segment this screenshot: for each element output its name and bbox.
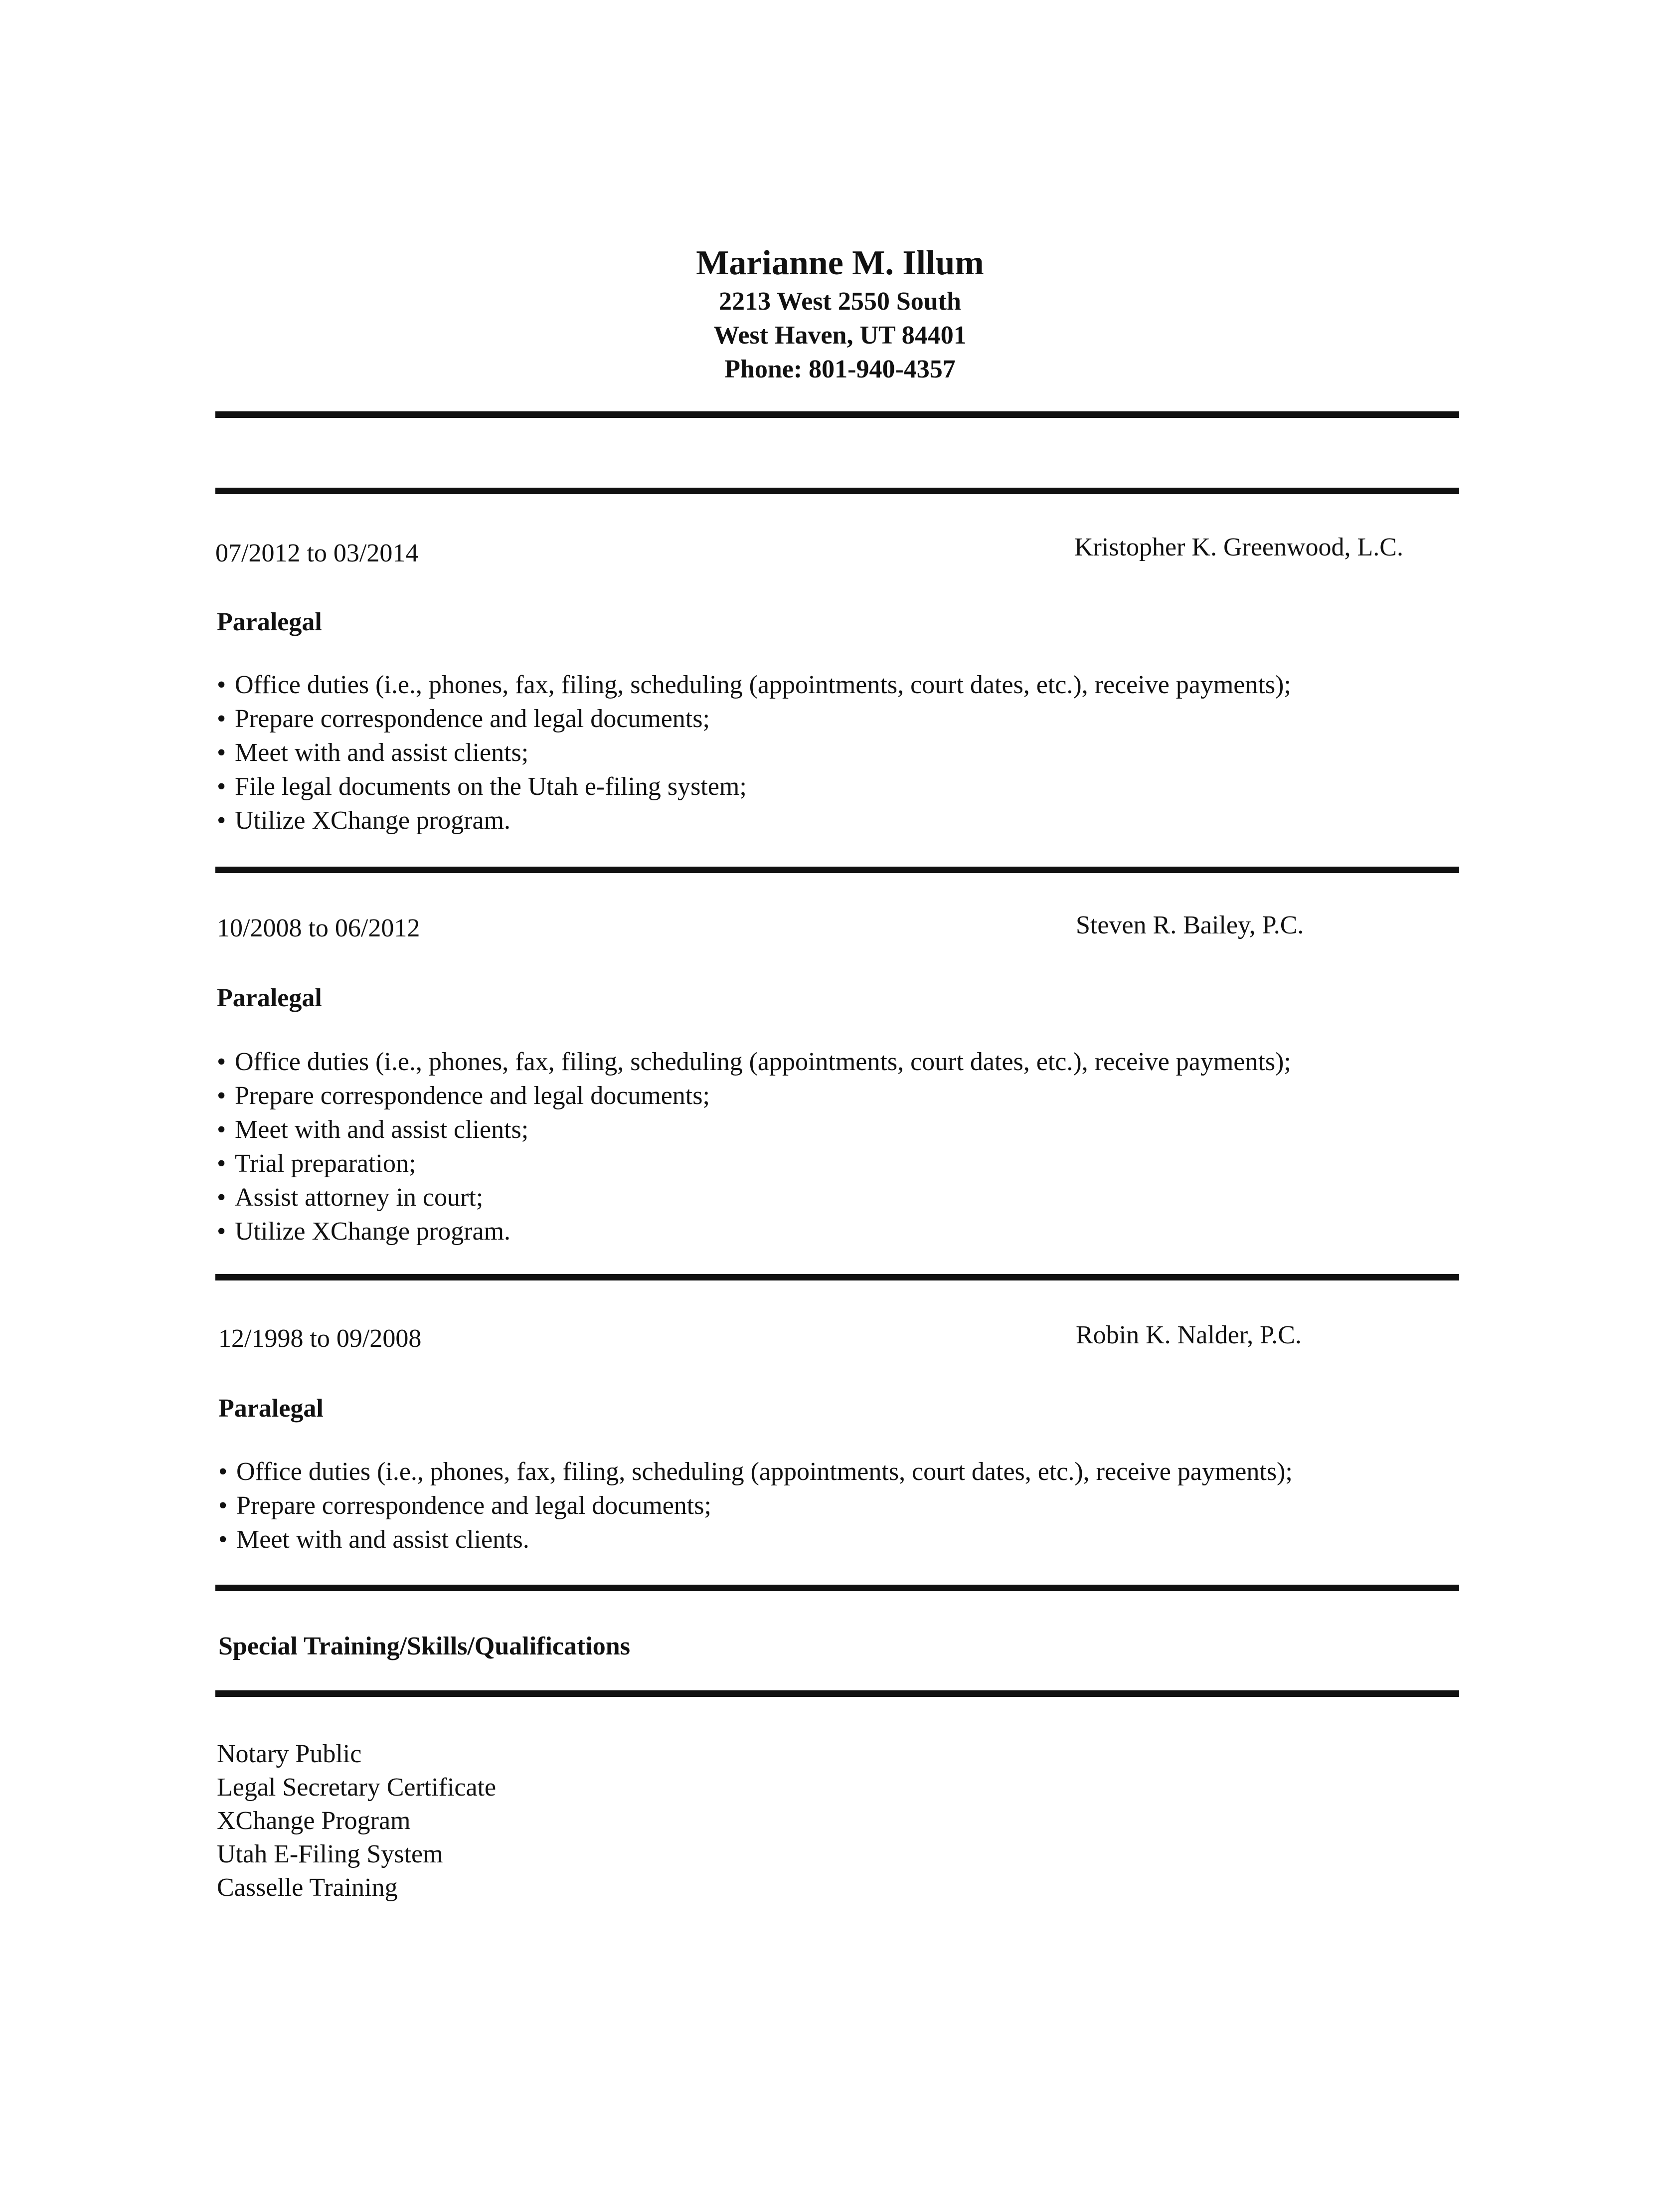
job-dates: 12/1998 to 09/2008 [218,1324,422,1353]
duty-item: • Trial preparation; [217,1147,1291,1181]
job-employer: Kristopher K. Greenwood, L.C. [1074,533,1403,561]
duty-item: • Office duties (i.e., phones, fax, filing, scheduling (appointments, court dates, etc.), receive payments); [218,1455,1293,1489]
duty-item: • Office duties (i.e., phones, fax, filing, scheduling (appointments, court dates, etc.), receive payments); [217,1045,1291,1079]
resume-header [0,242,1680,386]
header-divider [215,411,1459,418]
job-employer: Steven R. Bailey, P.C. [1076,911,1304,939]
qualification-item: Casselle Training [217,1873,398,1902]
job-title: Paralegal [218,1394,324,1423]
qualifications-list [217,1737,496,1904]
job-duties-list [217,668,1291,838]
qualification-item: Legal Secretary Certificate [217,1773,497,1802]
duty-item: • Assist attorney in court; [217,1181,1291,1215]
qualification-item: Notary Public [217,1740,362,1768]
job-dates: 10/2008 to 06/2012 [217,914,420,942]
section-divider [215,1585,1459,1591]
job-duties-list [217,1045,1291,1249]
job-dates: 07/2012 to 03/2014 [215,539,419,567]
job-title: Paralegal [217,984,322,1012]
job-title: Paralegal [217,608,322,636]
job-employer: Robin K. Nalder, P.C. [1076,1321,1302,1349]
section-divider [215,488,1459,494]
duty-item: • Utilize XChange program. [217,804,1291,838]
duty-item: • Meet with and assist clients; [217,736,1291,770]
phone-number: Phone: 801-940-4357 [724,355,956,383]
city-state-zip: West Haven, UT 84401 [713,321,967,350]
duty-item: • Prepare correspondence and legal documents; [218,1489,1293,1523]
duty-item: • Utilize XChange program. [217,1215,1291,1249]
duty-item: • Prepare correspondence and legal documents; [217,1079,1291,1113]
qualification-item: Utah E-Filing System [217,1840,443,1868]
duty-item: • Meet with and assist clients; [217,1113,1291,1147]
duty-item: • Meet with and assist clients. [218,1523,1293,1557]
duty-item: • File legal documents on the Utah e-filing system; [217,770,1291,804]
duty-item: • Prepare correspondence and legal documents; [217,702,1291,736]
section-divider [215,1274,1459,1280]
qualification-item: XChange Program [217,1807,411,1835]
street-address: 2213 West 2550 South [719,287,961,316]
duty-item: • Office duties (i.e., phones, fax, filing, scheduling (appointments, court dates, etc.), receive payments); [217,668,1291,702]
special-training-heading: Special Training/Skills/Qualifications [218,1632,630,1660]
applicant-name: Marianne M. Illum [696,244,984,282]
section-divider [215,867,1459,873]
job-duties-list [218,1455,1293,1557]
section-divider [215,1690,1459,1697]
